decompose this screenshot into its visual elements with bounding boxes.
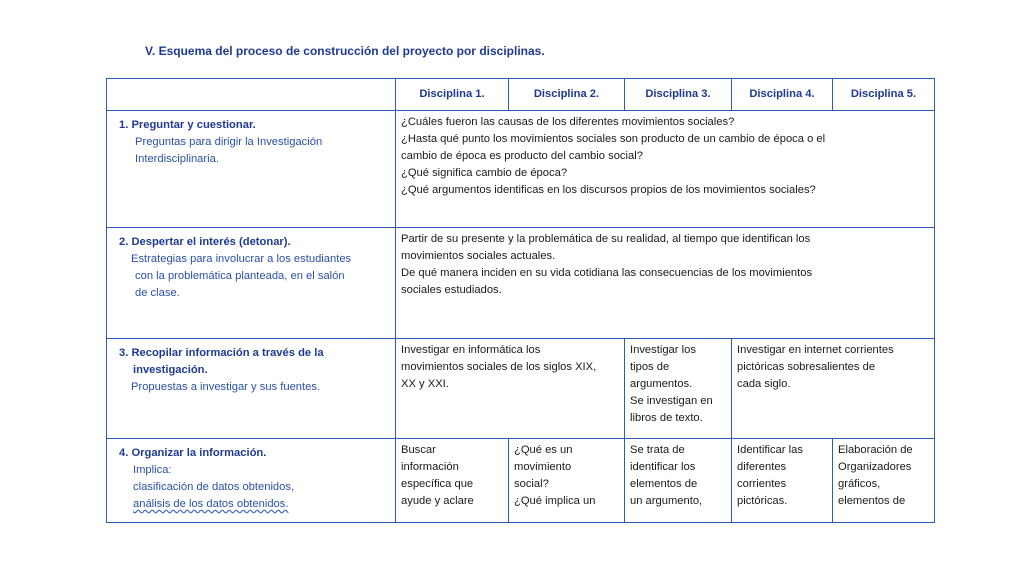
header-empty-cell [107, 79, 396, 111]
cell-line: XX y XXI. [401, 378, 449, 390]
content-line: movimientos sociales actuales. [401, 250, 556, 262]
step-3-title: investigación. [133, 364, 208, 376]
step-2-title: 2. Despertar el interés (detonar). [119, 236, 291, 248]
cell-line: Identificar las [737, 444, 803, 456]
step-1-line: Interdisciplinaria. [135, 153, 219, 165]
step-1-content [396, 111, 935, 228]
cell-line: ¿Qué es un [514, 444, 573, 456]
cell-line: movimiento [514, 461, 572, 473]
step-3-line: Propuestas a investigar y sus fuentes. [131, 381, 321, 393]
step-4-line: clasificación de datos obtenidos, [133, 481, 295, 493]
table-row [107, 439, 935, 523]
step-2-line: de clase. [135, 287, 180, 299]
step-3-disciplines-4-5 [732, 339, 935, 439]
header-disciplina-1: Disciplina 1. [396, 79, 509, 111]
step-4-cell [107, 439, 396, 523]
question-line: cambio de época es producto del cambio social? [401, 150, 643, 162]
content-line: sociales estudiados. [401, 284, 502, 296]
cell-line: social? [514, 478, 549, 490]
cell-line: identificar los [630, 461, 696, 473]
cell-line: gráficos, [838, 478, 881, 490]
cell-line: Se trata de [630, 444, 685, 456]
cell-line: Buscar [401, 444, 436, 456]
step-4-title: 4. Organizar la información. [119, 447, 267, 459]
step-4-discipline-3 [625, 439, 732, 523]
cell-line: corrientes [737, 478, 787, 490]
cell-line: ayude y aclare [401, 495, 474, 507]
page-title: V. Esquema del proceso de construcción del proyecto por disciplinas. [145, 44, 545, 58]
step-1-title: 1. Preguntar y cuestionar. [119, 119, 256, 131]
question-line: ¿Cuáles fueron las causas de los diferentes movimientos sociales? [401, 116, 735, 128]
header-row [107, 79, 935, 111]
cell-line: ¿Qué implica un [514, 495, 596, 507]
step-1-cell [107, 111, 396, 228]
table-row [107, 339, 935, 439]
header-disciplina-3: Disciplina 3. [625, 79, 732, 111]
step-1-line: Preguntas para dirigir la Investigación [135, 136, 323, 148]
cell-line: argumentos. [630, 378, 693, 390]
project-scheme-table [106, 78, 935, 523]
header-disciplina-2: Disciplina 2. [509, 79, 625, 111]
cell-line: tipos de [630, 361, 670, 373]
cell-line: un argumento, [630, 495, 703, 507]
cell-line: Investigar en internet corrientes [737, 344, 894, 356]
cell-line: pictóricas sobresalientes de [737, 361, 876, 373]
cell-line: específica que [401, 478, 474, 490]
cell-line: libros de texto. [630, 412, 703, 424]
step-2-line: con la problemática planteada, en el salón [135, 270, 345, 282]
step-3-cell [107, 339, 396, 439]
step-2-content [396, 228, 935, 339]
cell-line: información [401, 461, 459, 473]
cell-line: diferentes [737, 461, 787, 473]
cell-line: elementos de [838, 495, 906, 507]
cell-line: Investigar los [630, 344, 696, 356]
content-line: De qué manera inciden en su vida cotidiana las consecuencias de los movimientos [401, 267, 813, 279]
header-disciplina-4: Disciplina 4. [732, 79, 833, 111]
question-line: ¿Qué significa cambio de época? [401, 167, 568, 179]
header-disciplina-5: Disciplina 5. [833, 79, 935, 111]
step-4-discipline-1 [396, 439, 509, 523]
step-3-discipline-3 [625, 339, 732, 439]
cell-line: elementos de [630, 478, 698, 490]
step-4-discipline-4 [732, 439, 833, 523]
cell-line: Investigar en informática los [401, 344, 541, 356]
cell-line: cada siglo. [737, 378, 791, 390]
step-3-title: 3. Recopilar información a través de la [119, 347, 324, 359]
step-2-cell [107, 228, 396, 339]
table-row [107, 228, 935, 339]
table-row [107, 111, 935, 228]
cell-line: movimientos sociales de los siglos XIX, [401, 361, 597, 373]
step-4-discipline-2 [509, 439, 625, 523]
cell-line: Se investigan en [630, 395, 713, 407]
cell-line: pictóricas. [737, 495, 788, 507]
cell-line: Elaboración de [838, 444, 913, 456]
step-4-line: análisis de los datos obtenidos. [133, 498, 289, 510]
step-3-disciplines-1-2 [396, 339, 625, 439]
step-4-discipline-5 [833, 439, 935, 523]
question-line: ¿Hasta qué punto los movimientos sociales son producto de un cambio de época o el [401, 133, 826, 145]
content-line: Partir de su presente y la problemática de su realidad, al tiempo que identifican los [401, 233, 811, 245]
step-2-line: Estrategias para involucrar a los estudiantes [131, 253, 352, 265]
question-line: ¿Qué argumentos identificas en los discursos propios de los movimientos sociales? [401, 184, 816, 196]
cell-line: Organizadores [838, 461, 912, 473]
step-4-line: Implica: [133, 464, 172, 476]
